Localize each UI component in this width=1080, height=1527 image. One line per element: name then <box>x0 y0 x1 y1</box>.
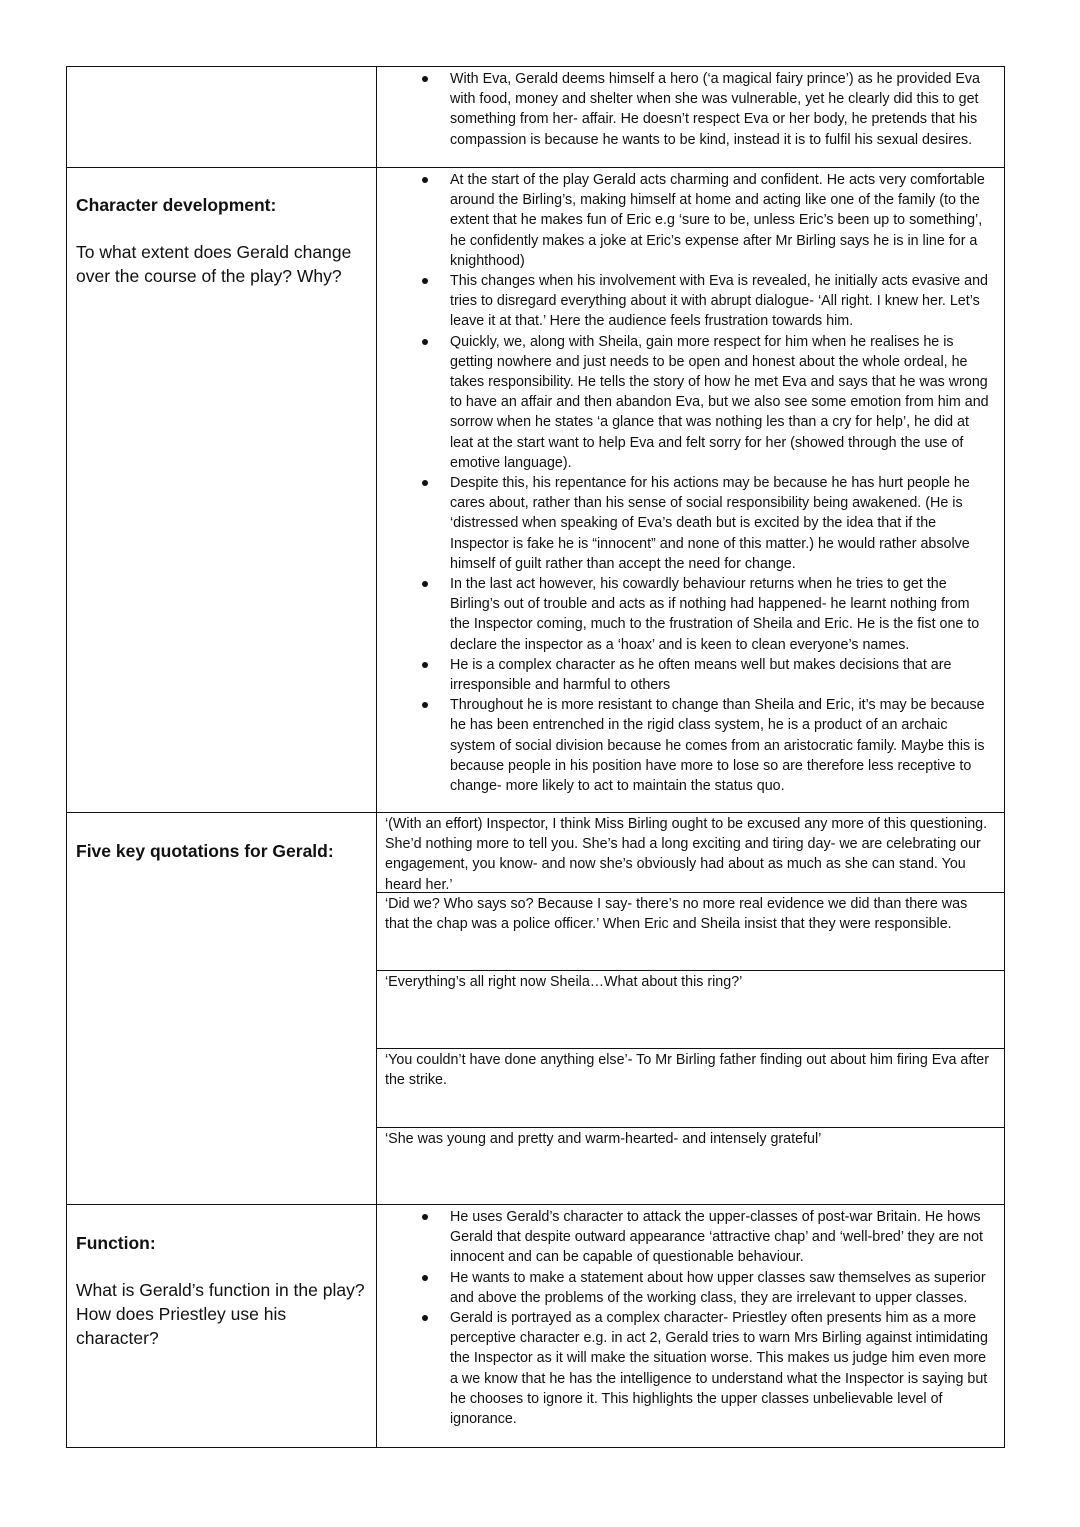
quote-divider <box>376 1048 1004 1049</box>
list-item: In the last act however, his cowardly behaviour returns when he tries to get the Birling’s out of trouble and acts as if nothing had happened- he learnt nothing from the Inspector coming, much to the frustration of Sheila and Eric. He is the fist one to declare the inspector as a ‘hoax’ and is keen to clean everyone’s names. <box>377 574 1004 655</box>
quotation-4: ‘You couldn’t have done anything else’- To Mr Birling father finding out about him firing Eva after the strike. <box>385 1052 990 1089</box>
development-heading: Character development: <box>76 195 277 215</box>
quotations-heading: Five key quotations for Gerald: <box>76 841 334 861</box>
function-bullets <box>377 1207 1004 1429</box>
bullet-icon <box>422 662 428 668</box>
bullet-icon <box>422 1315 428 1321</box>
bullet-icon <box>422 702 428 708</box>
list-item: He is a complex character as he often means well but makes decisions that are irresponsible and harmful to others <box>377 655 1004 695</box>
function-question: What is Gerald’s function in the play? How does Priestley use his character? <box>76 1280 365 1348</box>
quotation-1: ‘(With an effort) Inspector, I think Miss Birling ought to be excused any more of this questioning. She’d nothing more to tell you. She’s had a long exciting and tiring day- we are celebrating our engagement, you know- and now she’s obviously had about as much as she can stand. You heard her.’ <box>385 816 988 893</box>
list-item: Quickly, we, along with Sheila, gain more respect for him when he realises he is getting nowhere and just needs to be open and honest about the whole ordeal, he takes responsibility. He tells the story of how he met Eva and says that he was wrong to have an affair and then abandon Eva, but we also see some emotion from him and sorrow when he states ‘a glance that was nothing les than a cry for help’, he did at leat at the start want to help Eva and felt sorry for her (showed through the use of emotive language). <box>377 332 1004 473</box>
list-item: Despite this, his repentance for his actions may be because he has hurt people he cares about, rather than his sense of social responsibility being awakened. (He is ‘distressed when speaking of Eva’s death but is excited by the idea that if the Inspector is fake he is “innocent” and none of this matter.) he would rather absolve himself of guilt rather than accept the need for change. <box>377 473 1004 574</box>
quotation-2: ‘Did we? Who says so? Because I say- there’s no more real evidence we did than there was that the chap was a police officer.’ When Eric and Sheila insist that they were responsible. <box>385 896 968 933</box>
bullet-icon <box>422 1275 428 1281</box>
notes-table <box>66 66 1005 1448</box>
quotation-3: ‘Everything’s all right now Sheila…What about this ring?’ <box>385 974 743 990</box>
quote-divider <box>376 1127 1004 1128</box>
list-item: With Eva, Gerald deems himself a hero (‘a magical fairy prince’) as he provided Eva with food, money and shelter when she was vulnerable, yet he clearly did this to get something from her- affair. He doesn’t respect Eva or her body, he pretends that his compassion is because he wants to be kind, instead it is to fulfil his sexual desires. <box>377 69 1004 150</box>
list-item: Throughout he is more resistant to change than Sheila and Eric, it’s may be because he has been entrenched in the rigid class system, he is a product of an archaic system of social division because he comes from an aristocratic family. Maybe this is because people in his position have more to lose so are therefore less receptive to change- more likely to act to maintain the status quo. <box>377 695 1004 796</box>
function-prompt <box>76 1231 368 1350</box>
bullet-icon <box>422 339 428 345</box>
development-prompt <box>76 193 368 288</box>
development-question: To what extent does Gerald change over the course of the play? Why? <box>76 242 352 286</box>
quotation-5: ‘She was young and pretty and warm-hearted- and intensely grateful’ <box>385 1131 822 1147</box>
row-divider <box>67 1204 1004 1205</box>
quotations-prompt <box>76 839 368 886</box>
function-heading: Function: <box>76 1233 156 1253</box>
list-item: This changes when his involvement with Eva is revealed, he initially acts evasive and tries to disregard everything about it with abrupt dialogue- ‘All right. I knew her. Let’s leave it at that.’ Here the audience feels frustration towards him. <box>377 271 1004 332</box>
row1-bullets <box>377 69 1004 150</box>
bullet-icon <box>422 1214 428 1220</box>
row-divider <box>67 167 1004 168</box>
list-item: He uses Gerald’s character to attack the upper-classes of post-war Britain. He hows Gerald that despite outward appearance ‘attractive chap’ and ‘well-bred’ they are not innocent and can be capable of questionable behaviour. <box>377 1207 1004 1268</box>
list-item: Gerald is portrayed as a complex character- Priestley often presents him as a more perceptive character e.g. in act 2, Gerald tries to warn Mrs Birling against intimidating the Inspector as it will make the situation worse. This makes us judge him even more a we know that he has the intelligence to understand what the Inspector is saying but he chooses to ignore it. This highlights the upper classes unbelievable level of ignorance. <box>377 1308 1004 1429</box>
list-item: He wants to make a statement about how upper classes saw themselves as superior and above the problems of the working class, they are irrelevant to upper classes. <box>377 1268 1004 1308</box>
bullet-icon <box>422 480 428 486</box>
development-bullets <box>377 170 1004 796</box>
quote-divider <box>376 970 1004 971</box>
bullet-icon <box>422 177 428 183</box>
bullet-icon <box>422 581 428 587</box>
bullet-icon <box>422 76 428 82</box>
list-item: At the start of the play Gerald acts charming and confident. He acts very comfortable around the Birling’s, making himself at home and acting like one of the family (to the extent that he makes fun of Eric e.g ‘sure to be, unless Eric’s been up to something’, he confidently makes a joke at Eric’s expense after Mr Birling says he is in line for a knighthood) <box>377 170 1004 271</box>
bullet-icon <box>422 278 428 284</box>
row-divider <box>67 812 1004 813</box>
